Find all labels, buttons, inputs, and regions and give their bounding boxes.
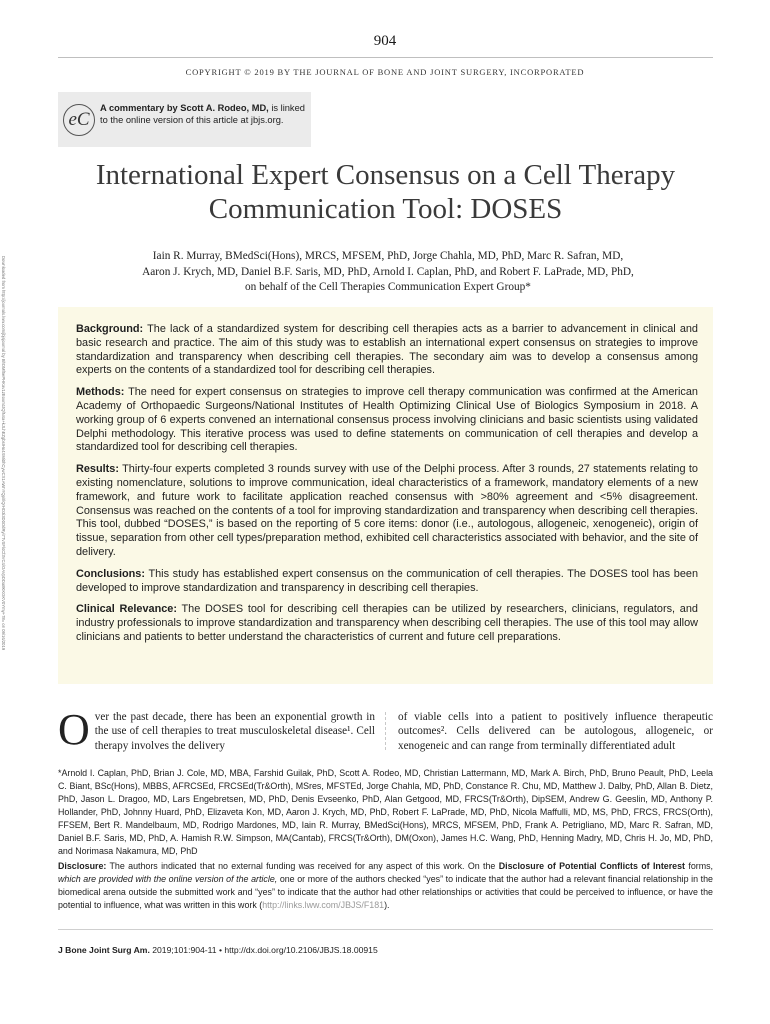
disclosure-heading: Disclosure:: [58, 861, 107, 871]
abstract-clinical-relevance: [76, 603, 698, 644]
disclosure-text: The authors indicated that no external funding was received for any aspect of this work. On the: [106, 861, 499, 871]
download-watermark: [1, 256, 11, 766]
abstract-heading: Methods:: [76, 386, 125, 399]
commentary-author: A commentary by Scott A. Rodeo, MD,: [100, 103, 269, 113]
disclosure-forms-label: Disclosure of Potential Conflicts of Interest: [498, 861, 686, 871]
abstract-text: The DOSES tool for describing cell therapies can be utilized by researchers, clinicians, regulators, and industry professionals to improve standardization and transparency when describing cell therapies. The use of this tool may allow clinicians and patients to better understand the characteristics of current and future cell preparations.: [76, 603, 698, 643]
disclosure-italic-text: which are provided with the online version of the article,: [58, 874, 278, 884]
disclosure-note: [58, 860, 713, 912]
footer-rule: [58, 929, 713, 930]
author-line-3: on behalf of the Cell Therapies Communication Expert Group*: [245, 281, 531, 293]
abstract-conclusions: [76, 568, 698, 596]
abstract-box: [58, 307, 713, 684]
column-divider: [385, 712, 386, 750]
body-column-left: [58, 705, 375, 754]
abstract-heading: Results:: [76, 463, 119, 476]
disclosure-text: ).: [384, 900, 390, 910]
abstract-methods: [76, 386, 698, 455]
author-line-1: Iain R. Murray, BMedSci(Hons), MRCS, MFSEM, PhD, Jorge Chahla, MD, PhD, Marc R. Safran, MD,: [152, 250, 624, 262]
article-title: International Expert Consensus on a Cell Therapy Communication Tool: DOSES: [95, 159, 676, 225]
abstract-text: The lack of a standardized system for describing cell therapies acts as a barrier to advancement in clinical and basic research and practice. The aim of this study was to establish an international expert consensus on strategies to improve standardization and transparency when describing cell therapies. The secondary aim was to develop a consensus among experts on the contents of a standardized tool for describing cell therapies.: [76, 323, 698, 377]
abstract-heading: Background:: [76, 323, 144, 335]
commentary-logo-icon: eC: [63, 104, 95, 136]
abstract-text: Thirty-four experts completed 3 rounds survey with use of the Delphi process. After 3 rounds, 27 statements relating to existing nomenclature, solutions to improve communication, ideal characteristics of a framework, mandatory elements of a new framework, and future work to facilitate application reached consensus with >80% agreement and <5% disagreement. Consensus was reached on the contents of a tool for improving standardization and transparency when describing cell therapies. This tool, dubbed “DOSES,” is based on the reporting of 5 core items: donor (i.e., autologous, allogeneic, xenogeneic), origin of tissue, separation from other cell types/preparation method, exhibited cell characteristics associated with behavior, and the site of delivery.: [76, 463, 698, 558]
body-column-right: of viable cells into a patient to positively influence therapeutic outcomes². Cells delivered can be autologous, allogeneic, or xenogeneic and can range from terminally differentiated adult: [398, 711, 713, 752]
citation-footer: [58, 945, 378, 955]
commentary-text: [100, 102, 305, 126]
commentary-box[interactable]: [58, 92, 311, 147]
journal-name: J Bone Joint Surg Am.: [58, 945, 150, 955]
abstract-heading: Clinical Relevance:: [76, 603, 177, 616]
abstract-text: The need for expert consensus on strategies to improve cell therapy communication was confirmed at the American Academy of Orthopaedic Surgeons/National Institutes of Health Optimizing Clinical Use of Biologics Symposium in 2018. A working group of 6 experts convened an international consensus process involving clinicians and basic scientists using validated Delphi methodology. This iterative process was used to define statements on communication of cell therapies and develop a standardized tool for describing cell therapies.: [76, 386, 698, 454]
disclosure-text: forms,: [685, 861, 714, 871]
header-rule: [58, 57, 713, 58]
download-watermark-text: Downloaded from http://journals.lww.com/jbjsjournal by BhDMf5ePHKav1zEoum1tQfN4a+kJLhEZgbsIHo4XMi0hCywCX1AWnYQp/IlQrHD3i3D0OdRyi7TvSFl4Cf3VC4/OAVpDDa8KKGKV0Ymy+78= on 09/16/2019: [1, 256, 6, 651]
drop-cap: O: [58, 705, 90, 754]
author-list: [88, 249, 688, 296]
citation-doi[interactable]: 2019;101:904-11 • http://dx.doi.org/10.2106/JBJS.18.00915: [149, 945, 378, 955]
page-number: 904: [373, 33, 397, 49]
expert-group-footnote: *Arnold I. Caplan, PhD, Brian J. Cole, MD, MBA, Farshid Guilak, PhD, Scott A. Rodeo, MD, Christian Lattermann, MD, Mark A. Birch, PhD, Bruno Peault, PhD, Leela C. Biant, BSc(Hons), MBBS, AFRCSEd, FRCSEd(Tr&Orth), MSres, MFSTEd, Jorge Chahla, MD, PhD, Constance R. Chu, MD, Matthew J. Dalby, PhD, Allan B. Dietz, PhD, Jason L. Dragoo, MD, Lars Engebretsen, MD, PhD, Denis Evseenko, PhD, Alan Getgood, MD, FRCS(Tr&Orth), DipSEM, Andrew G. Geeslin, MD, Anthony P. Hollander, PhD, Johnny Huard, PhD, Elizaveta Kon, MD, Aaron J. Krych, MD, PhD, Robert F. LaPrade, MD, PhD, Nicola Maffulli, MD, MS, PhD, FRCS, FRCS(Orth), FFSEM, Bert R. Mandelbaum, MD, Rodrigo Mardones, MD, Iain R. Murray, BMedSci(Hons), MRCS, MFSEM, PhD, Frank A. Petrigliano, MD, Marc R. Safran, MD, Daniel B.F. Saris, MD, PhD, A. Hamish R.W. Simpson, MA(Cantab), FRCS(Tr&Orth), DM(Oxon), James H.C. Wang, PhD, Henning Madry, MD, Chris H. Jo, MD, PhD, and Norimasa Nakamura, MD, PhD: [58, 768, 713, 856]
abstract-heading: Conclusions:: [76, 567, 145, 580]
author-line-2: Aaron J. Krych, MD, Daniel B.F. Saris, MD, PhD, Arnold I. Caplan, PhD, and Robert F. LaPrade, MD, PhD,: [142, 265, 634, 278]
disclosure-text: one or more of the authors checked “yes” to indicate that the author had a relevant financial relationship in the biomedical arena outside the submitted work and “yes” to indicate that the author had other relationships or activities that could be perceived to influence, or have the potential to influence, what was written in this work (: [58, 874, 713, 910]
abstract-results: [76, 463, 698, 560]
abstract-background: [76, 323, 698, 378]
disclosure-link[interactable]: http://links.lww.com/JBJS/F181: [262, 900, 385, 910]
abstract-text: This study has established expert consensus on the communication of cell therapies. The DOSES tool has been developed to improve standardization and transparency in describing cell therapies.: [76, 567, 698, 594]
body-paragraph: ver the past decade, there has been an exponential growth in the use of cell therapies to treat musculoskeletal disease¹. Cell therapy involves the delivery: [94, 711, 375, 752]
copyright-line: COPYRIGHT © 2019 BY THE JOURNAL OF BONE AND JOINT SURGERY, INCORPORATED: [185, 67, 585, 77]
commentary-rest: is linked to the online version of this article at jbjs.org.: [100, 103, 305, 125]
